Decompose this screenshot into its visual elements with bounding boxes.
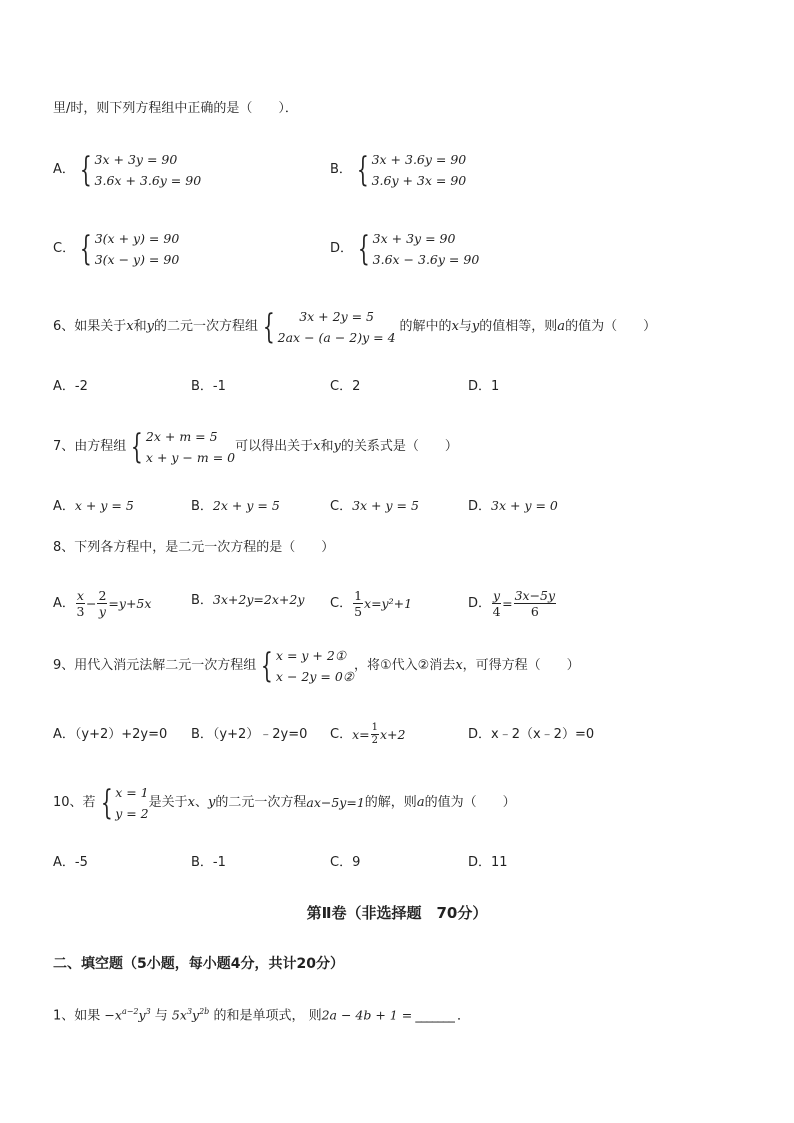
q8-option-a[interactable]: A． $\frac{x}{3}$ − $\frac{2}{y}$ =y+5x [53,588,152,619]
q9-option-b[interactable]: B．（y+2）﹣2y=0 [191,727,308,742]
answer-blank[interactable]: _______ [412,1008,457,1024]
q5-option-b[interactable]: B． { 3x + 3.6y = 90 3.6y + 3x = 90 [330,150,467,190]
brace-icon: { [261,646,274,686]
q8-option-b[interactable]: B．3x+2y=2x+2y [191,592,305,608]
q8-stem: 8、下列各方程中，是二元一次方程的是（ ） [53,540,335,555]
q5-option-d[interactable]: D． { 3x + 3y = 90 3.6x − 3.6y = 90 [330,229,480,269]
q8-option-c[interactable]: C． $\frac{1}{5}$ x=y²+1 [330,588,413,619]
q5-stem-tail: 里/时，则下列方程组中正确的是（ ）． [53,101,298,116]
q6-option-d[interactable]: D．1 [468,379,500,394]
q6-option-b[interactable]: B．-1 [191,379,226,394]
q6-option-c[interactable]: C．2 [330,379,361,394]
q10-stem: 10、若 { x = 1 y = 2 是关于 x 、 y 的二元一次方程 ax−5y=1 的解，则 a 的值为（ ） [53,783,516,823]
q5-option-a[interactable] [53,149,201,191]
q10-option-c[interactable]: C．9 [330,855,361,870]
q7-option-b[interactable]: B．2x + y = 5 [191,498,280,514]
q5-option-c[interactable]: C． { 3(x + y) = 90 3(x − y) = 90 [53,229,180,269]
section-fill-in-blank-title: 二、填空题（5小题，每小题4分，共计20分） [53,956,344,972]
brace-icon: { [79,229,92,269]
q10-option-a[interactable]: A．-5 [53,855,88,870]
q7-option-d[interactable]: D．3x + y = 0 [468,498,558,514]
brace-icon: { [356,150,369,190]
q9-option-d[interactable]: D．x﹣2（x﹣2）=0 [468,727,595,742]
fill-q1-stem: 1、如果 $-x^{a-2}y^3$ 与 $5x^3y^{2b}$ 的和是单项式， 则2a − 4b + 1 = _______ ． [53,1007,470,1024]
q7-option-c[interactable]: C．3x + y = 5 [330,498,419,514]
q6-stem: 6、如果关于 x 和 y 的二元一次方程组 { 3x + 2y = 5 2ax − (a − 2)y = 4 的解中的 x 与 y 的值相等，则 a 的值为（ ） [53,307,657,347]
brace-icon: { [357,229,370,269]
q5-option-a-system: A． { 3x + 3y = 90 3.6x + 3.6y = 90 [53,150,202,190]
q9-option-a[interactable]: A．（y+2）+2y=0 [53,727,168,742]
q9-stem: 9、用代入消元法解二元一次方程组 { x = y + 2① x − 2y = 0② ，将①代入②消去 x ，可得方程（ ） [53,646,580,686]
q10-option-d[interactable]: D．11 [468,855,508,870]
q7-option-a[interactable]: A．x + y = 5 [53,498,134,514]
q10-option-b[interactable]: B．-1 [191,855,226,870]
q8-option-d[interactable]: D． $\frac{y}{4}$ = $\frac{3x-5y}{6}$ [468,588,556,619]
part-2-title: 第Ⅱ卷（非选择题 70分） [306,904,488,922]
q6-option-a[interactable]: A．-2 [53,379,88,394]
q7-stem: 7、由方程组 { 2x + m = 5 x + y − m = 0 可以得出关于 x 和 y 的关系式是（ ） [53,427,458,467]
brace-icon: { [79,150,92,190]
q9-option-c[interactable]: C． x= $\frac{1}{2}$ x+2 [330,722,406,746]
brace-icon: { [262,307,275,347]
brace-icon: { [100,783,113,823]
brace-icon: { [131,427,144,467]
